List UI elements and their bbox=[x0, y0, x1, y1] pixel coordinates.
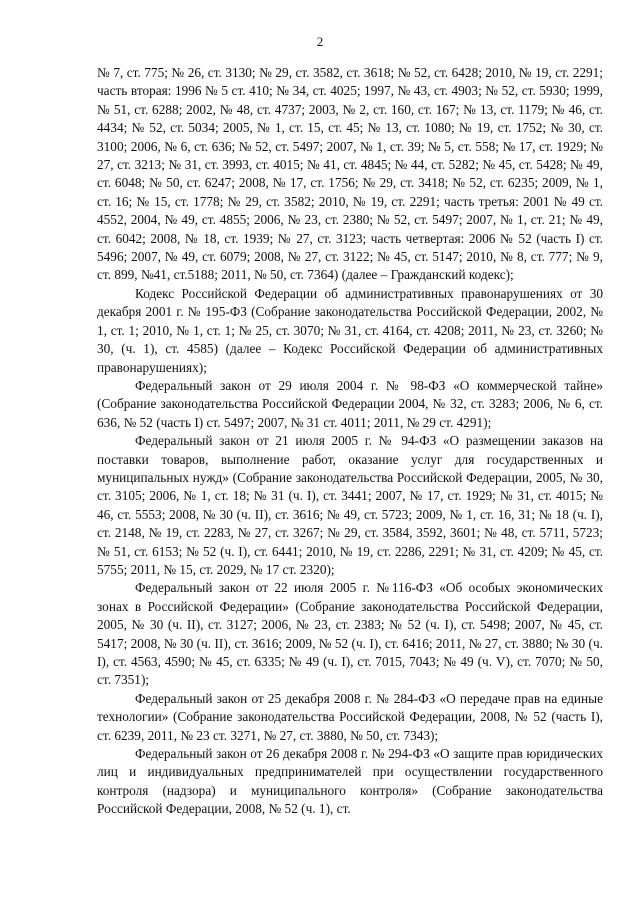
paragraph-law-98-fz: Федеральный закон от 29 июля 2004 г. № 98-ФЗ «О коммерческой тайне» (Собрание законодательства Российской Федерации 2004, № 32, ст. 3283; 2006, № 6, ст. 636, № 52 (часть I) ст. 5497; 2007, № 31 ст. 4011; 2011, № 29 ст. 4291); bbox=[97, 377, 603, 430]
paragraph-law-284-fz: Федеральный закон от 25 декабря 2008 г. № 284-ФЗ «О передаче прав на единые технологии» (Собрание законодательства Российской Федерации, 2008, № 52 (часть I), ст. 6239, 2011, № 23 ст. 3271, № 27, ст. 3880, № 50, ст. 7343); bbox=[97, 690, 603, 743]
paragraph-administrative-code: Кодекс Российской Федерации об административных правонарушениях от 30 декабря 2001 г. № 195-ФЗ (Собрание законодательства Российской Федерации, 2002, № 1, ст. 1; 2010, № 1, ст. 1; № 25, ст. 3070; № 31, ст. 4164, ст. 4208; 2011, № 23, ст. 3260; № 30, (ч. 1), ст. 4585) (далее – Кодекс Российской Федерации об административных правонарушениях); bbox=[97, 285, 603, 375]
document-body bbox=[97, 64, 603, 819]
paragraph-law-294-fz: Федеральный закон от 26 декабря 2008 г. № 294-ФЗ «О защите прав юридических лиц и индивидуальных предпринимателей при осуществлении государственного контроля (надзора) и муниципального контроля» (Собрание законодательства Российской Федерации, 2008, № 52 (ч. 1), ст. bbox=[97, 746, 603, 817]
paragraph-civil-code-continuation: № 7, ст. 775; № 26, ст. 3130; № 29, ст. 3582, ст. 3618; № 52, ст. 6428; 2010, № 19, ст. 2291; часть вторая: 1996 № 5 ст. 410; № 34, ст. 4025; 1997, № 43, ст. 4903; № 52, ст. 5930; 1999, № 51, ст. 6288; 2002, № 48, ст. 4737; 2003, № 2, ст. 160, ст. 167; № 13, ст. 1179; № 46, ст. 4434; № 52, ст. 5034; 2005, № 1, ст. 15, ст. 45; № 13, ст. 1080; № 19, ст. 1752; № 30, ст. 3100; 2006, № 6, ст. 636; № 52, ст. 5497; 2007, № 1, ст. 39; № 5, ст. 558; № 17, ст. 1929; № 27, ст. 3213; № 31, ст. 3993, ст. 4015; № 41, ст. 4845; № 44, ст. 5282; № 45, ст. 5428; № 49, ст. 6048; № 50, ст. 6247; 2008, № 17, ст. 1756; № 29, ст. 3418; № 52, ст. 6235; 2009, № 1, ст. 16; № 15, ст. 1778; № 29, ст. 3582; 2010, № 19, ст. 2291; часть третья: 2001 № 49 ст. 4552, 2004, № 49, ст. 4855; 2006, № 23, ст. 2380; № 52, ст. 5497; 2007, № 1, ст. 21; № 49, ст. 6042; 2008, № 18, ст. 1939; № 27, ст. 3123; часть четвертая: 2006 № 52 (часть I) ст. 5496; 2007, № 49, ст. 6079; 2008, № 27, ст. 3122; № 45, ст. 5147; 2010, № 8, ст. 777; № 9, ст. 899, №41, ст.5188; 2011, № 50, ст. 7364) (далее – Гражданский кодекс); bbox=[97, 65, 603, 283]
paragraph-law-116-fz: Федеральный закон от 22 июля 2005 г. №116-ФЗ «Об особых экономических зонах в Российской Федерации» (Собрание законодательства Российской Федерации, 2005, № 30 (ч. II), ст. 3127; 2006, № 23, ст. 2383; № 52 (ч. I), ст. 5498; 2007, № 45, ст. 5417; 2008, № 30 (ч. II), ст. 3616; 2009, № 52 (ч. I), ст. 6416; 2011, № 27, ст. 3880; № 30 (ч. I), ст. 4563, 4590; № 45, ст. 6335; № 49 (ч. I), ст. 7015, 7043; № 49 (ч. V), ст. 7070; № 50, ст. 7351); bbox=[97, 580, 603, 688]
page-number: 2 bbox=[316, 34, 324, 49]
paragraph-law-94-fz: Федеральный закон от 21 июля 2005 г. № 94-ФЗ «О размещении заказов на поставки товаров, выполнение работ, оказание услуг для государственных и муниципальных нужд» (Собрание законодательства Российской Федерации, 2005, № 30, ст. 3105; 2006, № 1, ст. 18; № 31 (ч. I), ст. 3441; 2007, № 17, ст. 1929; № 31, ст. 4015; № 46, ст. 5553; 2008, № 30 (ч. II), ст. 3616; № 49, ст. 5723; 2009, № 1, ст. 16, 31; № 18 (ч. I), ст. 2148, № 19, ст. 2283, № 27, ст. 3267; № 29, ст. 3584, 3592, 3601; № 48, ст. 5711, 5723; № 51, ст. 6153; № 52 (ч. I), ст. 6441; 2010, № 19, ст. 2286, 2291; № 31, ст. 4209; № 45, ст. 5755; 2011, № 15, ст. 2029, № 17 ст. 2320); bbox=[97, 433, 603, 577]
